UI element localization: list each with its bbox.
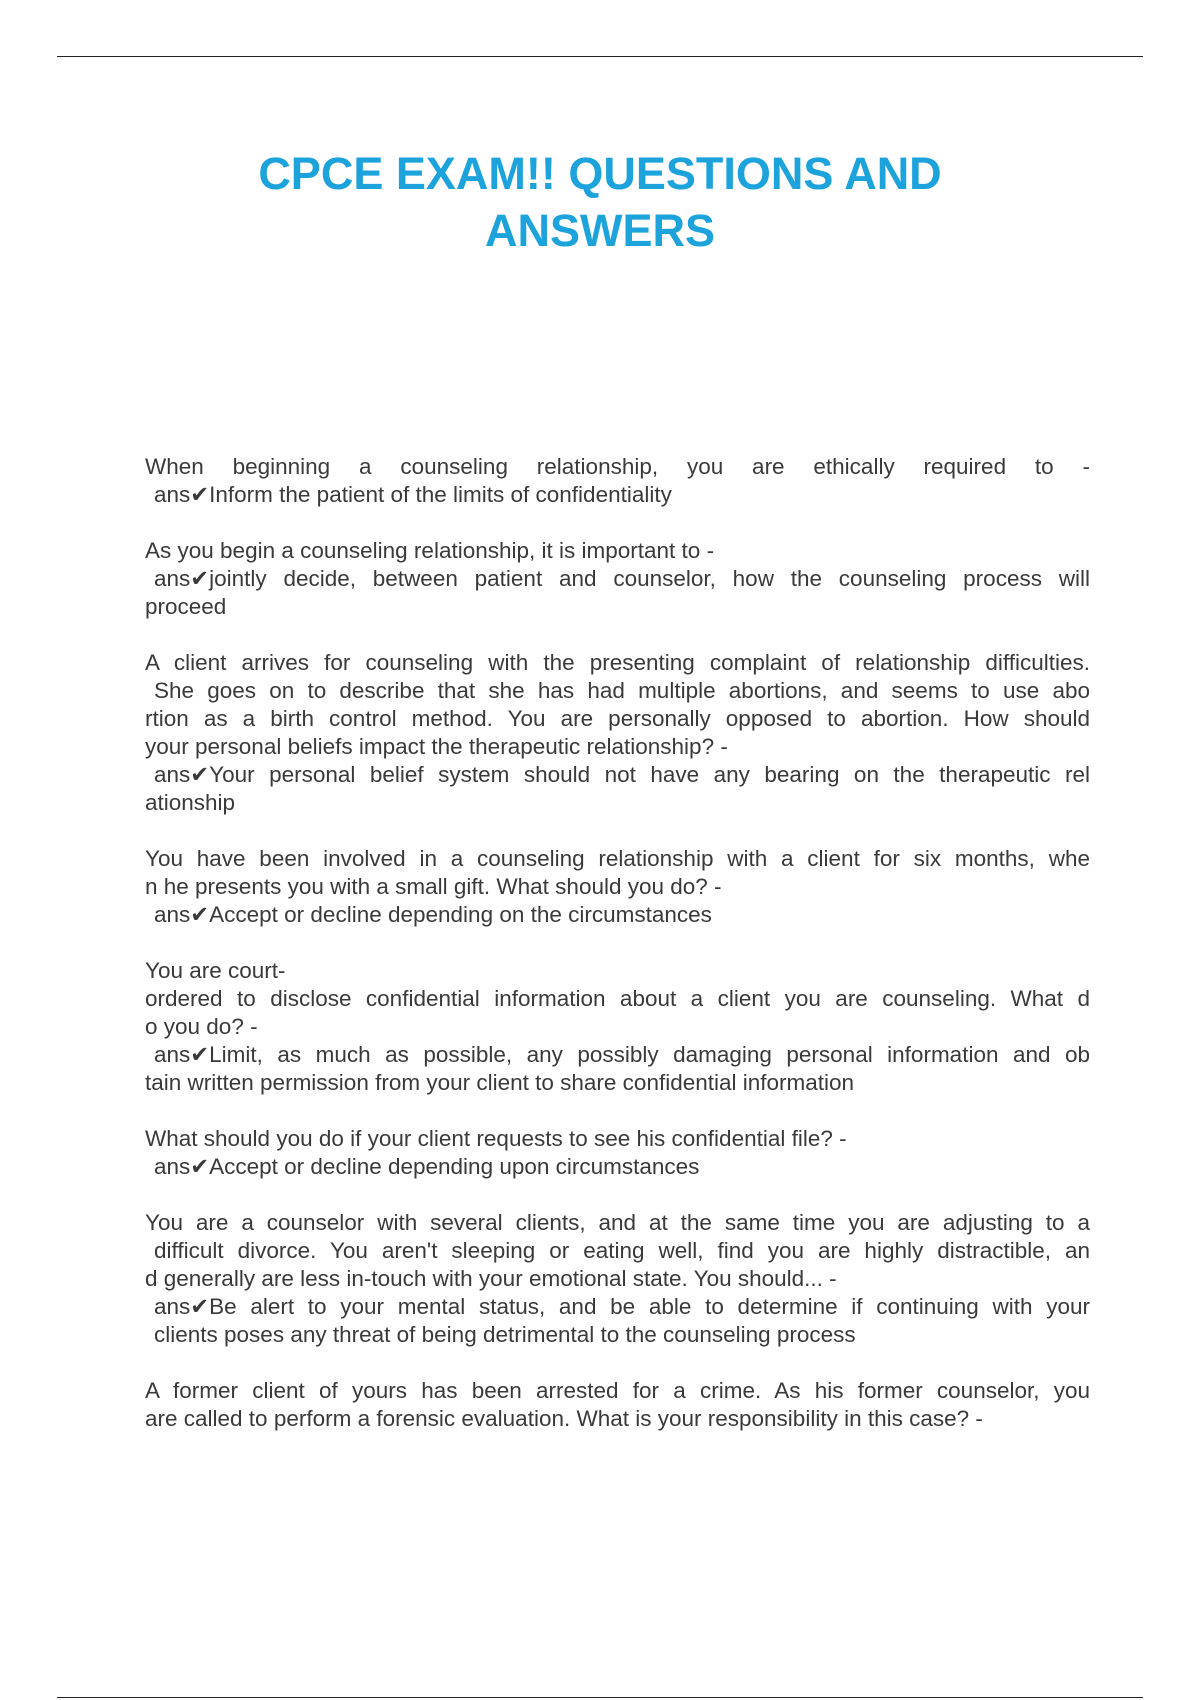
- qa-item: [145, 957, 1090, 1097]
- question-line: rtion as a birth control method. You are personally opposed to abortion. How should: [145, 706, 1090, 731]
- answer-line: ans✔Limit, as much as possible, any possibly damaging personal information and ob: [154, 1042, 1090, 1067]
- answer-line: clients poses any threat of being detrimental to the counseling process: [154, 1322, 856, 1347]
- question-line: What should you do if your client requests to see his confidential file? -: [145, 1126, 847, 1151]
- answer-line: ans✔Be alert to your mental status, and be able to determine if continuing with your: [154, 1294, 1090, 1319]
- title-line-2: ANSWERS: [484, 205, 715, 256]
- question-line: She goes on to describe that she has had multiple abortions, and seems to use abo: [154, 678, 1090, 703]
- question-answer-list: [145, 453, 1090, 1461]
- answer-line: ans✔Accept or decline depending upon circumstances: [154, 1154, 700, 1179]
- question-line: You are court-: [145, 958, 286, 983]
- question-line: You have been involved in a counseling relationship with a client for six months, whe: [145, 846, 1090, 871]
- qa-item: [145, 1377, 1090, 1433]
- answer-line: ans✔Your personal belief system should not have any bearing on the therapeutic rel: [154, 762, 1090, 787]
- question-line: are called to perform a forensic evaluation. What is your responsibility in this case? -: [145, 1406, 983, 1431]
- question-line: o you do? -: [145, 1014, 258, 1039]
- bottom-rule: [57, 1697, 1143, 1698]
- question-line: your personal beliefs impact the therapeutic relationship? -: [145, 734, 728, 759]
- document-title: [150, 145, 1050, 259]
- title-line-1: CPCE EXAM!! QUESTIONS AND: [258, 148, 942, 199]
- qa-item: [145, 1125, 1090, 1181]
- answer-line: ans✔Inform the patient of the limits of confidentiality: [154, 482, 672, 507]
- qa-item: [145, 537, 1090, 621]
- answer-line: ans✔jointly decide, between patient and counselor, how the counseling process will: [154, 566, 1090, 591]
- answer-line: proceed: [145, 594, 227, 619]
- qa-item: [145, 1209, 1090, 1349]
- question-line: A former client of yours has been arrested for a crime. As his former counselor, you: [145, 1378, 1090, 1403]
- question-line: d generally are less in-touch with your emotional state. You should... -: [145, 1266, 837, 1291]
- answer-line: ans✔Accept or decline depending on the circumstances: [154, 902, 712, 927]
- question-line: ordered to disclose confidential information about a client you are counseling. What d: [145, 986, 1090, 1011]
- answer-line: tain written permission from your client to share confidential information: [145, 1070, 855, 1095]
- question-line: As you begin a counseling relationship, it is important to -: [145, 538, 715, 563]
- question-line: difficult divorce. You aren't sleeping or eating well, find you are highly distractible, an: [154, 1238, 1090, 1263]
- qa-item: [145, 453, 1090, 509]
- question-line: You are a counselor with several clients, and at the same time you are adjusting to a: [145, 1210, 1090, 1235]
- qa-item: [145, 845, 1090, 929]
- question-line: A client arrives for counseling with the presenting complaint of relationship difficulties.: [145, 650, 1090, 675]
- qa-item: [145, 649, 1090, 817]
- top-rule: [57, 56, 1143, 57]
- answer-line: ationship: [145, 790, 236, 815]
- question-line: n he presents you with a small gift. What should you do? -: [145, 874, 722, 899]
- question-line: When beginning a counseling relationship, you are ethically required to -: [145, 454, 1090, 479]
